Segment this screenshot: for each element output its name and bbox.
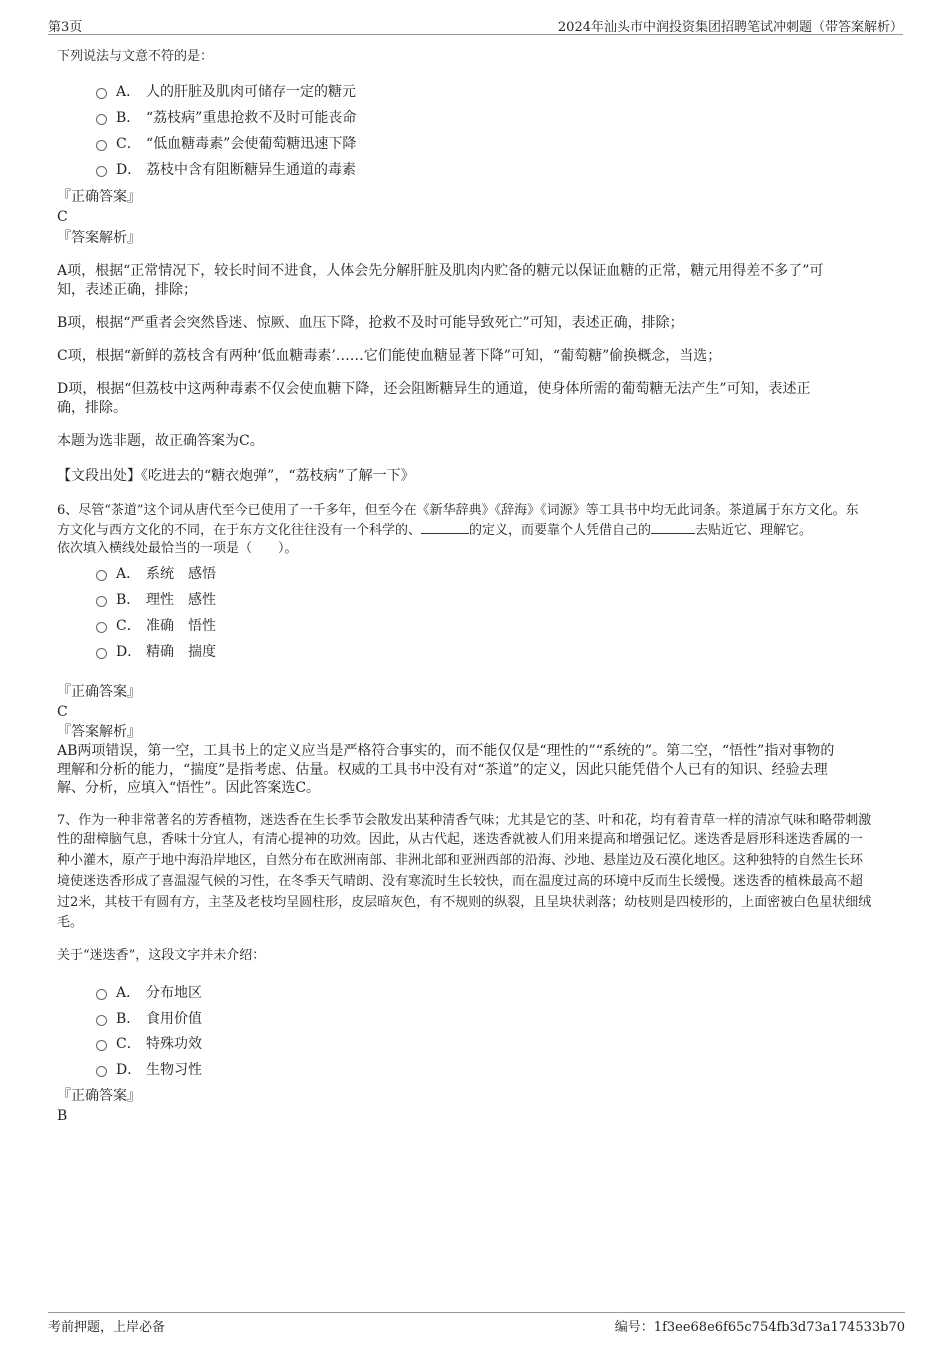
radio-icon[interactable]: [96, 140, 107, 151]
analysis-line: 理解和分析的能力，“揣度”是指考虑、估量。权威的工具书中没有对“茶道”的定义，因此只能凭借个人已有的知识、经验去理: [57, 762, 828, 778]
radio-icon[interactable]: [96, 596, 107, 607]
radio-icon[interactable]: [96, 114, 107, 125]
option-text: “荔枝病”重患抢救不及时可能丧命: [146, 110, 357, 126]
option-letter: D．: [116, 162, 142, 178]
q7-option-d[interactable]: [96, 1058, 202, 1080]
q7-stem-line: 种小灌木，原产于地中海沿岸地区，自然分布在欧洲南部、非洲北部和亚洲西部的沿海、沙地、悬崖边及石漠化地区。这种独特的自然生长环: [57, 853, 864, 868]
document-id: 编号：1f3ee68e6f65c754fb3d73a174533b70: [614, 1320, 905, 1335]
q6-option-c[interactable]: [96, 614, 216, 636]
radio-icon[interactable]: [96, 1066, 107, 1077]
q5-prompt: 下列说法与文意不符的是：: [57, 49, 214, 64]
analysis-line: A项，根据“正常情况下，较长时间不进食，人体会先分解肝脏及肌肉内贮备的糖元以保证血糖的正常，糖元用得差不多了”可: [57, 263, 824, 279]
q6-stem-line-blanks: [57, 521, 812, 540]
document-title: 2024年汕头市中润投资集团招聘笔试冲刺题（带答案解析）: [557, 20, 903, 35]
footer-slogan: 考前押题，上岸必备: [48, 1320, 166, 1335]
q6-option-a[interactable]: [96, 562, 216, 584]
q5-option-c[interactable]: [96, 132, 356, 154]
q7-stem-line: 毛。: [57, 915, 84, 930]
option-letter: D．: [116, 1062, 142, 1078]
correct-answer-label: 『正确答案』: [57, 189, 141, 205]
q7-option-a[interactable]: [96, 981, 202, 1003]
q6-option-b[interactable]: [96, 588, 216, 610]
option-text: 准确 悟性: [146, 618, 216, 634]
radio-icon[interactable]: [96, 88, 107, 99]
analysis-line: 确，排除。: [57, 400, 127, 416]
q5-option-b[interactable]: [96, 106, 356, 128]
radio-icon[interactable]: [96, 648, 107, 659]
correct-answer: B: [57, 1108, 68, 1124]
option-text: “低血糖毒素”会使葡萄糖迅速下降: [146, 136, 357, 152]
option-text: 生物习性: [146, 1062, 202, 1078]
radio-icon[interactable]: [96, 989, 107, 1000]
fill-blank-1: [421, 521, 469, 534]
option-letter: A．: [116, 566, 141, 582]
option-text: 系统 感悟: [146, 566, 216, 582]
page-number: 第3页: [48, 20, 83, 35]
option-letter: A．: [116, 84, 141, 100]
option-letter: C．: [116, 1036, 141, 1052]
option-letter: A．: [116, 985, 141, 1001]
analysis-conclusion: 本题为选非题，故正确答案为C。: [57, 433, 264, 449]
q5-option-d[interactable]: [96, 158, 356, 180]
q6-option-d[interactable]: [96, 640, 216, 662]
stem-text: 方文化与西方文化的不同，在于东方文化往往没有一个科学的、: [57, 523, 422, 538]
stem-text: 的定义，而要靠个人凭借自己的: [469, 523, 652, 538]
analysis-line: 知，表述正确，排除；: [57, 282, 197, 298]
option-text: 人的肝脏及肌肉可储存一定的糖元: [146, 84, 356, 100]
analysis-line: B项，根据“严重者会突然昏迷、惊厥、血压下降，抢救不及时可能导致死亡”可知，表述正确，排除；: [57, 315, 684, 331]
radio-icon[interactable]: [96, 1015, 107, 1026]
q7-stem-line: 性的甜樟脑气息，香味十分宜人，有清心提神的功效。因此，从古代起，迷迭香就被人们用来提高和增强记忆。迷迭香是唇形科迷迭香属的一: [57, 832, 864, 847]
analysis-line: AB两项错误，第一空，工具书上的定义应当是严格符合事实的，而不能仅仅是“理性的”“系统的”。第二空，“悟性”指对事物的: [57, 743, 835, 759]
option-letter: D．: [116, 644, 142, 660]
option-text: 特殊功效: [146, 1036, 202, 1052]
analysis-label: 『答案解析』: [57, 724, 141, 740]
analysis-label: 『答案解析』: [57, 230, 141, 246]
option-letter: B．: [116, 592, 141, 608]
option-text: 分布地区: [146, 985, 202, 1001]
option-letter: C．: [116, 136, 141, 152]
source-citation: 【文段出处】《吃进去的“糖衣炮弹”，“荔枝病”了解一下》: [57, 468, 415, 484]
q5-option-a[interactable]: [96, 80, 356, 102]
correct-answer: C: [57, 209, 68, 225]
analysis-line: 解、分析，应填入“悟性”。因此答案选C。: [57, 780, 321, 796]
correct-answer-label: 『正确答案』: [57, 1088, 141, 1104]
radio-icon[interactable]: [96, 1040, 107, 1051]
radio-icon[interactable]: [96, 570, 107, 581]
fill-blank-2: [651, 521, 695, 534]
page-footer: [48, 1312, 905, 1339]
radio-icon[interactable]: [96, 166, 107, 177]
option-text: 理性 感性: [146, 592, 216, 608]
option-text: 荔枝中含有阻断糖异生通道的毒素: [146, 162, 356, 178]
q6-prompt: 依次填入横线处最恰当的一项是（ ）。: [57, 541, 298, 556]
option-text: 精确 揣度: [146, 644, 216, 660]
q6-stem-line: 6、尽管“茶道”这个词从唐代至今已使用了一千多年，但至今在《新华辞典》《辞海》《词源》等工具书中均无此词条。茶道属于东方文化。东: [57, 503, 859, 518]
q7-option-b[interactable]: [96, 1007, 202, 1029]
option-text: 食用价值: [146, 1011, 202, 1027]
stem-text: 去贴近它、理解它。: [695, 523, 813, 538]
q7-option-c[interactable]: [96, 1032, 202, 1054]
q7-stem-line: 境使迷迭香形成了喜温湿气候的习性，在冬季天气晴朗、没有寒流时生长较快，而在温度过高的环境中反而生长缓慢。迷迭香的植株最高不超: [57, 874, 864, 889]
option-letter: C．: [116, 618, 141, 634]
analysis-line: C项，根据“新鲜的荔枝含有两种‘低血糖毒素’……它们能使血糖显著下降”可知，“葡萄糖”偷换概念，当选；: [57, 348, 722, 364]
correct-answer-label: 『正确答案』: [57, 684, 141, 700]
analysis-line: D项，根据“但荔枝中这两种毒素不仅会使血糖下降，还会阻断糖异生的通道，使身体所需的葡萄糖无法产生”可知，表述正: [57, 381, 811, 397]
q7-stem-line: 过2米，其枝干有圆有方，主茎及老枝均呈圆柱形，皮层暗灰色，有不规则的纵裂，且呈块状剥落；幼枝则是四棱形的，上面密被白色星状细绒: [57, 895, 872, 910]
q7-prompt: 关于“迷迭香”，这段文字并未介绍：: [57, 948, 266, 963]
radio-icon[interactable]: [96, 622, 107, 633]
option-letter: B．: [116, 110, 141, 126]
page-header: [48, 14, 903, 35]
q7-stem-line: 7、作为一种非常著名的芳香植物，迷迭香在生长季节会散发出某种清香气味；尤其是它的茎、叶和花，均有着青草一样的清凉气味和略带刺激: [57, 813, 872, 828]
option-letter: B．: [116, 1011, 141, 1027]
correct-answer: C: [57, 704, 68, 720]
